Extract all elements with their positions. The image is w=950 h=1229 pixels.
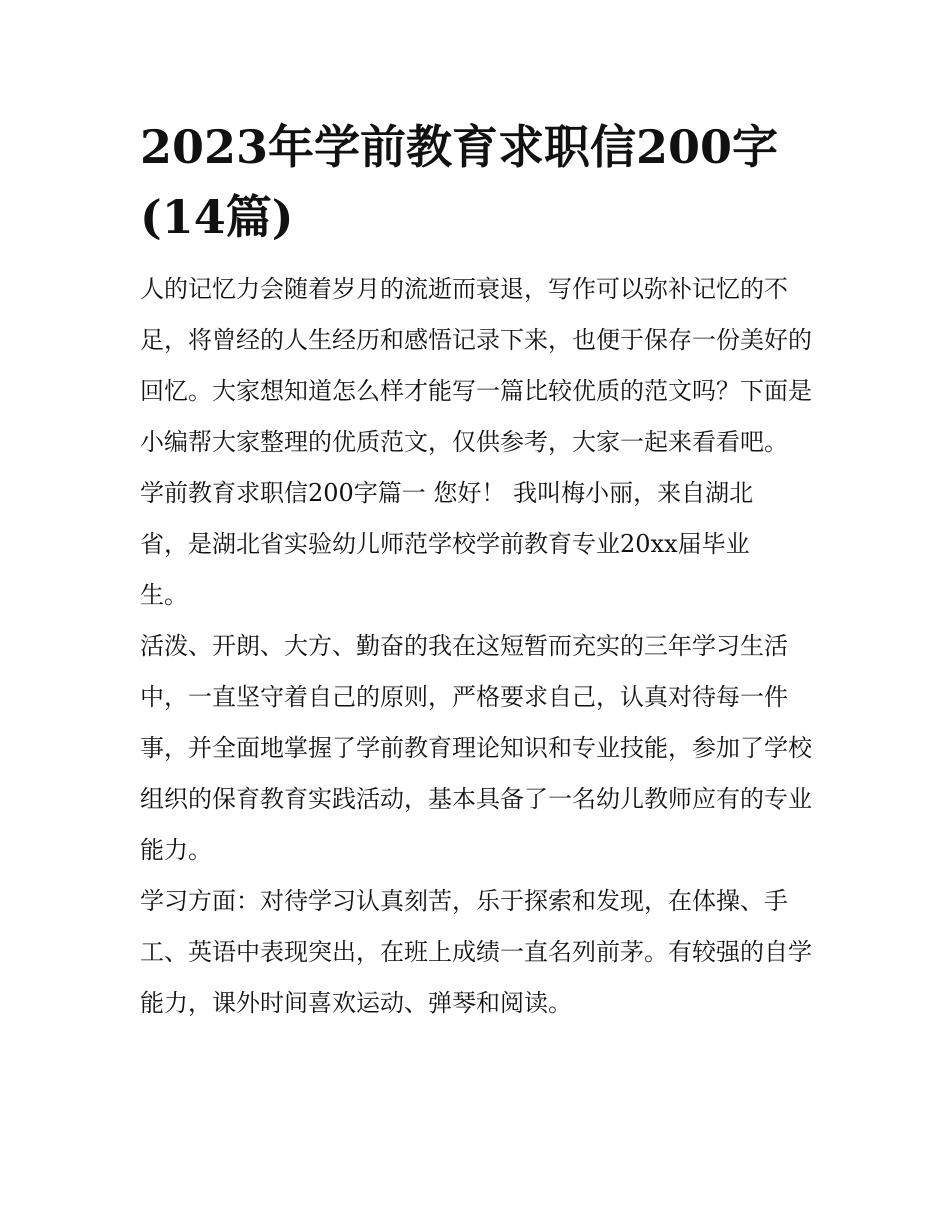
letter-opening-paragraph: 学前教育求职信200字篇一 您好！ 我叫梅小丽，来自湖北省，是湖北省实验幼儿师范学校学前教育专业20xx届毕业生。 (140, 479, 754, 609)
intro-paragraph: 人的记忆力会随着岁月的流逝而衰退，写作可以弥补记忆的不足，将曾经的人生经历和感悟记录下来，也便于保存一份美好的回忆。大家想知道怎么样才能写一篇比较优质的范文吗？下面是小编帮大家整理的优质范文，仅供参考，大家一起来看看吧。 (140, 275, 812, 456)
personality-paragraph: 活泼、开朗、大方、勤奋的我在这短暂而充实的三年学习生活中，一直坚守着自己的原则，严格要求自己，认真对待每一件事，并全面地掌握了学前教育理论知识和专业技能，参加了学校组织的保育教育实践活动，基本具备了一名幼儿教师应有的专业能力。 (140, 632, 812, 864)
study-paragraph: 学习方面：对待学习认真刻苦，乐于探索和发现，在体操、手工、英语中表现突出，在班上成绩一直名列前茅。有较强的自学能力，课外时间喜欢运动、弹琴和阅读。 (140, 887, 812, 1017)
document-title: 2023年学前教育求职信200字(14篇) (140, 120, 779, 244)
document-body (140, 112, 812, 1029)
